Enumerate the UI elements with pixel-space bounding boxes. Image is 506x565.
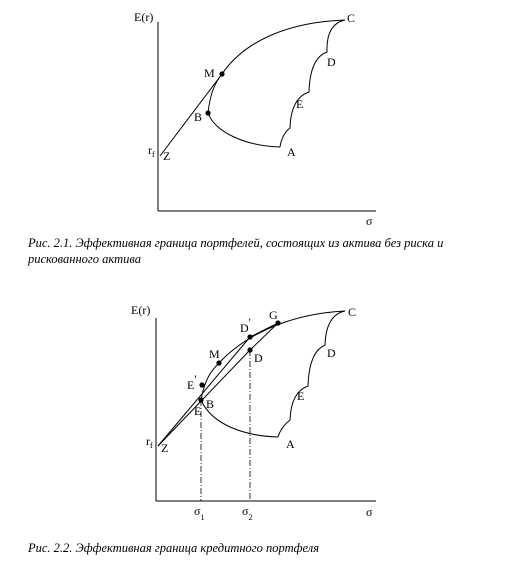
fig2-point-m <box>216 360 221 365</box>
fig1-label-c: C <box>347 11 356 25</box>
fig1-label-d: D <box>327 55 336 69</box>
fig1-lower-boundary <box>208 113 280 147</box>
fig2-label-a: A <box>286 437 295 451</box>
fig2-label-sigma2: $\sigma_2$ <box>242 504 253 522</box>
fig1-label-e: E <box>296 97 304 111</box>
fig2-x-axis-label: σ <box>366 505 373 519</box>
fig1-point-b <box>205 110 210 115</box>
fig1-x-axis-label: σ <box>366 214 373 228</box>
fig2-label-d-curve: D <box>327 346 336 360</box>
fig1-point-m <box>219 71 224 76</box>
fig2-label-g: G <box>269 308 278 322</box>
fig2-efficient-frontier <box>201 311 345 400</box>
fig2-y-axis-label: E(r) <box>131 303 151 317</box>
fig2-label-c: C <box>348 305 357 319</box>
fig1-label-z: Z <box>163 149 171 163</box>
fig1-label-m: M <box>204 66 215 80</box>
figure-1-caption: Рис. 2.1. Эффективная граница портфелей, состоящих из актива без риска и рискованного актива <box>28 236 444 266</box>
figure-1 <box>134 10 376 228</box>
fig2-label-d-prime: D' <box>240 315 251 335</box>
fig2-label-e-prime: E' <box>187 372 197 392</box>
figure-2-caption: Рис. 2.2. Эффективная граница кредитного портфеля <box>28 541 320 555</box>
fig2-point-d <box>247 347 252 352</box>
fig2-point-d-prime <box>247 334 252 339</box>
fig1-scalloped-boundary <box>280 20 345 147</box>
fig1-label-b: B <box>194 110 203 124</box>
fig1-efficient-frontier <box>208 20 345 113</box>
fig2-segment-d-prime-g <box>250 323 278 337</box>
fig2-rf-label: $r_f$ <box>146 434 153 450</box>
fig2-label-d-point: D <box>254 351 263 365</box>
fig2-label-b: B <box>206 397 215 411</box>
figure-2 <box>131 303 376 522</box>
fig2-label-e-curve: E <box>297 389 305 403</box>
fig1-y-axis-label: E(r) <box>134 10 154 24</box>
fig2-label-z: Z <box>161 441 169 455</box>
fig1-rf-label: $r_f$ <box>148 143 155 159</box>
fig1-label-a: A <box>287 145 296 159</box>
fig1-capital-line <box>160 74 222 156</box>
fig2-lending-line <box>158 350 250 446</box>
fig2-scalloped-boundary <box>278 311 345 437</box>
fig2-segment-d-g <box>250 323 278 350</box>
fig2-point-e-prime <box>199 382 204 387</box>
fig2-label-e-point: E <box>194 404 202 418</box>
fig2-label-m: M <box>209 347 220 361</box>
fig2-label-sigma1: $\sigma_1$ <box>194 504 205 522</box>
fig2-point-b <box>198 397 203 402</box>
